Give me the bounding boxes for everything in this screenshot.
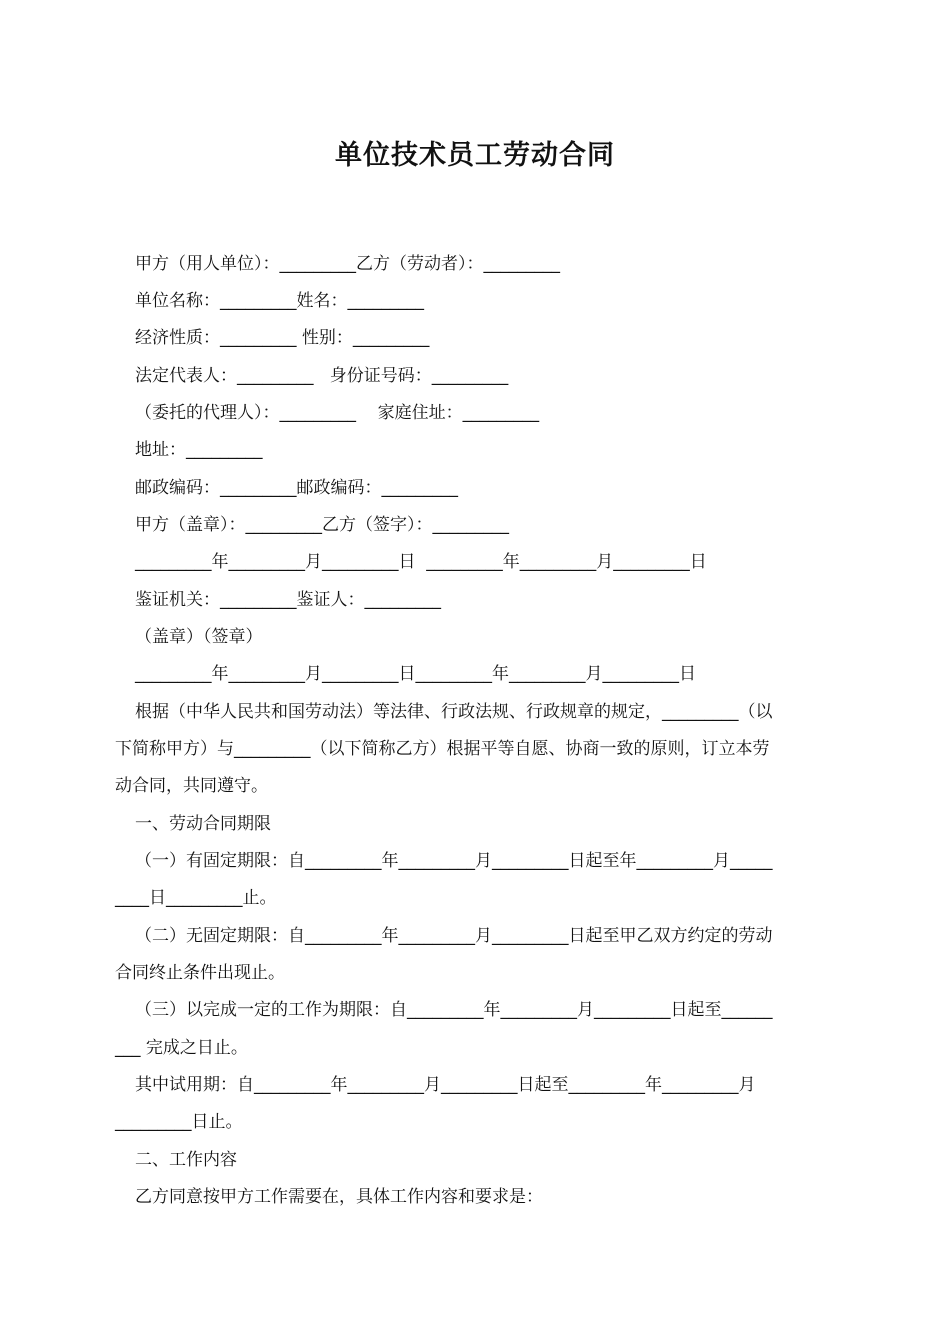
open-term-line-2: 合同终止条件出现止。 (115, 963, 285, 983)
work-content-line: 乙方同意按甲方工作需要在，具体工作内容和要求是： (135, 1187, 543, 1207)
postcode-line: 邮政编码：_________邮政编码：_________ (135, 478, 458, 498)
section-heading-term: 一、劳动合同期限 (135, 814, 271, 834)
fixed-term-line-1: （一）有固定期限：自_________年_________月_________日起至年_________月_____ (135, 851, 773, 871)
unit-name-line: 单位名称：_________姓名：_________ (135, 291, 424, 311)
probation-line-1: 其中试用期：自_________年_________月_________日起至_________年_________月 (135, 1075, 756, 1095)
section-heading-work: 二、工作内容 (135, 1150, 237, 1170)
date-line-2: _________年_________月_________日_________年_________月_________日 (135, 664, 696, 684)
probation-line-2: _________日止。 (115, 1112, 243, 1132)
preamble-line-3: 动合同，共同遵守。 (115, 776, 268, 796)
preamble-line-1: 根据（中华人民共和国劳动法）等法律、行政法规、行政规章的规定，_________（以 (135, 702, 773, 722)
seal-sign-line: （盖章）（签章） (135, 627, 263, 647)
task-term-line-1: （三）以完成一定的工作为期限：自_________年_________月_________日起至______ (135, 1000, 773, 1020)
authentication-line: 鉴证机关：_________鉴证人：_________ (135, 590, 441, 610)
agent-line: （委托的代理人）：_________ 家庭住址：_________ (135, 403, 540, 423)
fixed-term-line-2: ____日_________止。 (115, 888, 277, 908)
date-line: _________年_________月_________日 _________年_________月_________日 (135, 552, 707, 572)
party-line: 甲方（用人单位）：_________乙方（劳动者）：_________ (135, 254, 560, 274)
legal-rep-line: 法定代表人：_________ 身份证号码：_________ (135, 366, 509, 386)
open-term-line-1: （二）无固定期限：自_________年_________月_________日起至甲乙双方约定的劳动 (135, 926, 773, 946)
address-line: 地址：_________ (135, 440, 263, 460)
task-term-line-2: ___ 完成之日止。 (115, 1038, 248, 1058)
preamble-line-2: 下简称甲方）与_________（以下简称乙方）根据平等自愿、协商一致的原则，订立本劳 (115, 739, 770, 759)
document-title: 单位技术员工劳动合同 (335, 140, 615, 171)
economic-nature-line: 经济性质：_________ 性别：_________ (135, 328, 430, 348)
seal-line: 甲方（盖章）：_________乙方（签字）：_________ (135, 515, 509, 535)
